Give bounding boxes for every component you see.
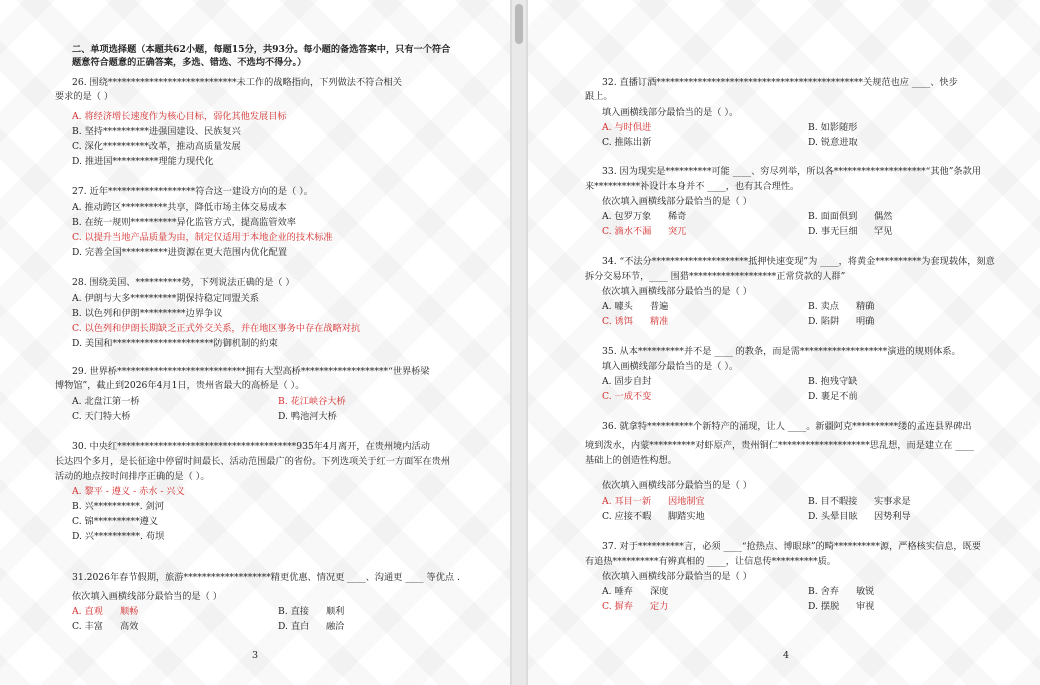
question-34-option-a: A. 噱头: [602, 301, 633, 312]
question-33-option-c-answer: C. 滴水不漏: [602, 226, 652, 237]
question-37-option-c-answer: C. 摒弃: [602, 601, 633, 612]
question-32-option-c: C. 推陈出新: [602, 137, 652, 148]
question-31-option-a-answer: A. 直观: [72, 606, 103, 617]
question-27-option-d: D. 完善全国**********进资源在更大范围内优化配置: [72, 247, 288, 258]
question-31-option-b-word2: 顺利: [326, 606, 345, 617]
question-30-option-a-answer: A. 黎平 - 遵义 - 赤水 - 兴义: [72, 486, 185, 497]
question-36-option-a-answer-word2: 因地制宜: [668, 496, 705, 507]
question-35-option-d: D. 裹足不前: [808, 391, 858, 402]
question-35-option-a: A. 固步自封: [602, 376, 652, 387]
question-26-option-d: D. 推进国**********理能力现代化: [72, 156, 214, 167]
question-34-option-d: D. 陷阱: [808, 316, 840, 327]
question-37-option-a: A. 唾弃: [602, 586, 633, 597]
question-37-instruction: 依次填入画横线部分最恰当的是（ ）: [602, 571, 752, 582]
question-34-option-a-word2: 普遍: [650, 301, 669, 312]
question-34-option-c-answer: C. 诱饵: [602, 316, 633, 327]
question-36-stem: 36. 就拿特**********个新特产的涌现，让人 ____。新疆阿克**********缕的孟连县界碑出: [602, 421, 972, 432]
question-32-stem: 32. 直播订酒*********************************************关规范也应 ____、快步: [602, 77, 958, 88]
question-33-option-b: B. 面面俱到: [808, 211, 858, 222]
question-35-option-c-answer: C. 一成不变: [602, 391, 652, 402]
question-27-option-c-answer: C. 以提升当地产品质量为由，制定仅适用于本地企业的技术标准: [72, 232, 333, 243]
question-36-option-d-word2: 因势利导: [874, 511, 911, 522]
question-34-option-b: B. 卖点: [808, 301, 839, 312]
question-32-option-d: D. 锐意进取: [808, 137, 858, 148]
section-title: 二、单项选择题（本题共62小题，每题15分，共93分。每小题的备选答案中，只有一个符合: [72, 44, 451, 55]
question-34-stem-cont: 拆分交易环节，____ 围猎*******************正常贷款的人群”: [585, 271, 846, 282]
vertical-scrollbar[interactable]: [512, 0, 526, 685]
question-29-stem-cont: 博物馆”，截止到2026年4月1日，贵州省最大的高桥是（ ）。: [55, 380, 305, 391]
question-34-instruction: 依次填入画横线部分最恰当的是（ ）: [602, 286, 752, 297]
question-35-instruction: 填入画横线部分最恰当的是（ ）。: [602, 361, 739, 372]
question-31-option-d-word2: 融洽: [326, 621, 345, 632]
question-34-option-c-answer-word2: 精准: [650, 316, 669, 327]
question-33-option-a-word2: 稀奇: [668, 211, 687, 222]
document-page-4: [528, 0, 1040, 685]
question-33-stem-cont: 来**********补设计本身并不 ____，也有其合理性。: [585, 181, 800, 192]
question-31-option-b: B. 直接: [278, 606, 309, 617]
question-29-option-d: D. 鸭池河大桥: [278, 411, 337, 422]
question-33-option-b-word2: 偶然: [874, 211, 893, 222]
question-35-stem: 35. 从本**********并不是 ____ 的教条，而是需*******************演进的规则体系。: [602, 346, 961, 357]
question-36-instruction: 依次填入画横线部分最恰当的是（ ）: [602, 480, 752, 491]
question-31-option-c: C. 丰富: [72, 621, 103, 632]
question-33-option-d: D. 事无巨细: [808, 226, 858, 237]
question-36-option-b-word2: 实事求是: [874, 496, 911, 507]
question-31-option-d: D. 直白: [278, 621, 310, 632]
question-36-option-d: D. 头晕目眩: [808, 511, 858, 522]
question-32-stem-cont: 跟上。: [585, 91, 613, 102]
question-30-option-b: B. 兴**********. 剑河: [72, 501, 164, 512]
question-31-instruction: 依次填入画横线部分最恰当的是（ ）: [72, 591, 222, 602]
question-33-stem: 33. 因为现实是**********可能 ____、穷尽列举，所以各********************“其他”条款用: [602, 166, 981, 177]
question-31-option-a-answer-word2: 顺畅: [120, 606, 139, 617]
question-30-option-c: C. 锦**********遵义: [72, 516, 159, 527]
page-number: 4: [783, 650, 790, 661]
question-26-option-a-answer: A. 将经济增长速度作为核心目标，弱化其他发展目标: [72, 111, 287, 122]
question-26-stem-cont: 要求的是（ ）: [55, 91, 114, 102]
question-37-option-c-answer-word2: 定力: [650, 601, 669, 612]
question-28-stem: 28. 围绕美国、**********势，下列说法正确的是（ ）: [72, 277, 295, 288]
question-36-option-b: B. 目不暇接: [808, 496, 858, 507]
question-37-option-d-word2: 审视: [856, 601, 875, 612]
question-37-stem: 37. 对于**********言，必须 ____“抢热点、博眼球”的畸**********源，严格核实信息，既要: [602, 541, 981, 552]
section-title-cont: 题意符合题意的正确答案，多选、错选、不选均不得分。）: [72, 57, 307, 68]
question-28-option-c-answer: C. 以色列和伊朗长期缺乏正式外交关系，并在地区事务中存在战略对抗: [72, 323, 361, 334]
question-29-option-a: A. 北盘江第一桥: [72, 396, 140, 407]
question-33-option-a: A. 包罗万象: [602, 211, 652, 222]
question-32-instruction: 填入画横线部分最恰当的是（ ）。: [602, 107, 739, 118]
question-34-option-d-word2: 明确: [856, 316, 875, 327]
question-28-option-d: D. 美国和**********************防御机制的約束: [72, 338, 278, 349]
question-32-option-a-answer: A. 与时俱进: [602, 122, 652, 133]
question-33-option-c-answer-word2: 突兀: [668, 226, 687, 237]
question-34-stem: 34. “不法分*********************抵押快速变现”为 ____，将黄金**********为套现载体，刻意: [602, 256, 995, 267]
question-27-option-a: A. 推动跨区**********共享，降低市场主体交易成本: [72, 202, 287, 213]
question-32-option-b: B. 如影随形: [808, 122, 858, 133]
question-33-option-d-word2: 罕见: [874, 226, 893, 237]
document-page-3: [0, 0, 510, 685]
question-37-option-d: D. 摆脱: [808, 601, 840, 612]
question-30-stem-cont-2: 活动的地点按时间排序正确的是（ ）。: [55, 471, 210, 482]
question-36-stem-cont-2: 基础上的创造性构想。: [585, 455, 677, 466]
question-36-stem-cont: 境到泼水，内蒙**********对虾原产，贵州铜仁********************思乱想，而是建立在 ____: [585, 440, 974, 451]
question-30-stem: 30. 中央红***************************************935年4月离开，在贵州境内活动: [72, 441, 430, 452]
question-37-option-a-word2: 深度: [650, 586, 669, 597]
question-26-stem: 26. 围绕****************************未工作的战略指向，下列做法不符合相关: [72, 77, 402, 88]
question-36-option-a-answer: A. 耳目一新: [602, 496, 652, 507]
question-29-option-c: C. 天门特大桥: [72, 411, 131, 422]
question-30-stem-cont: 长达四个多月，是长征途中停留时间最长、活动范围最广的省份。下列选项关于红一方面军在贵州: [55, 456, 451, 467]
question-31-stem: 31.2026年春节假期，旅游*******************精更优惠、情况更 ____、沟通更 ____ 等优点 .: [72, 572, 460, 583]
question-33-instruction: 依次填入画横线部分最恰当的是（ ）: [602, 196, 752, 207]
question-37-option-b: B. 舍弃: [808, 586, 839, 597]
page-number: 3: [252, 650, 259, 661]
scrollbar-thumb[interactable]: [515, 4, 523, 44]
question-36-option-c-word2: 脚踏实地: [668, 511, 705, 522]
question-31-option-c-word2: 高效: [120, 621, 139, 632]
question-34-option-b-word2: 精确: [856, 301, 875, 312]
question-29-option-b-answer: B. 花江峡谷大桥: [278, 396, 346, 407]
question-37-option-b-word2: 敏锐: [856, 586, 875, 597]
question-35-option-b: B. 抱残守缺: [808, 376, 858, 387]
question-27-stem: 27. 近年*******************符合这一建设方向的是（ ）。: [72, 186, 313, 197]
question-29-stem: 29. 世界桥****************************拥有大型高桥*******************“世界桥梁: [72, 366, 430, 377]
question-36-option-c: C. 应接不暇: [602, 511, 652, 522]
question-30-option-d: D. 兴**********. 苟坝: [72, 531, 165, 542]
question-28-option-a: A. 伊朗与大多**********期保持稳定同盟关系: [72, 293, 260, 304]
question-26-option-b: B. 坚持**********进强国建设、民族复兴: [72, 126, 241, 137]
question-28-option-b: B. 以色列和伊朗**********边界争议: [72, 308, 223, 319]
question-37-stem-cont: 有追热**********有辨真相的 ____，让信息传**********质。: [585, 556, 836, 567]
question-26-option-c: C. 深化**********改革，推动高质量发展: [72, 141, 241, 152]
question-27-option-b: B. 在统一规则**********异化监管方式，提高监管效率: [72, 217, 296, 228]
